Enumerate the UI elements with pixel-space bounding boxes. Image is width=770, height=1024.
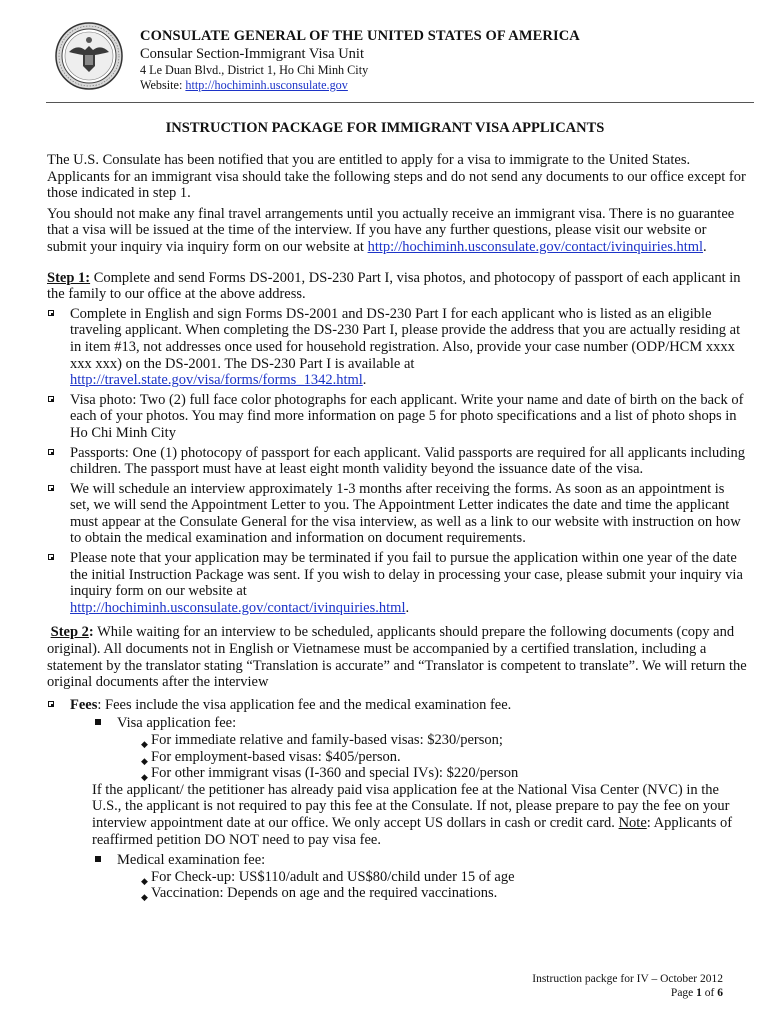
list-item <box>47 732 747 749</box>
visa-fee-item-3: For other immigrant visas (I-360 and special IVs): $220/person <box>151 765 519 782</box>
document-title: INSTRUCTION PACKAGE FOR IMMIGRANT VISA APPLICANTS <box>165 120 605 136</box>
visa-fee-title: Visa application fee: <box>117 715 237 732</box>
checkbox-bullet-icon <box>48 449 54 455</box>
website-label: Website: <box>140 78 186 92</box>
list-item <box>47 869 747 886</box>
visa-fee-item-1: For immediate relative and family-based visas: $230/person; <box>151 732 503 748</box>
list-item <box>47 852 747 869</box>
checkbox-bullet-icon <box>48 701 54 707</box>
list-item <box>47 481 747 547</box>
list-item <box>47 765 747 782</box>
step2-text: While waiting for an interview to be scheduled, applicants should prepare the following documents (copy and original). All documents not in English or Vietnamese must be accompanied by a certified translation, including a statement by the translator stating “Translation is accurate” and “Translator is competent to translate”. We will return the original documents after the interview <box>47 624 747 691</box>
visa-fee-note-text: If the applicant/ the petitioner has already paid visa application fee at the National Visa Center (NVC) in the U.S., the applicant is not required to pay this fee at the Consulate. If not, please prepare to pay the fee on your interview appointment date at our office. We only accept US dollars in cash or credit card. <box>92 781 730 831</box>
step1-text: Complete and send Forms DS-2001, DS-230 Part I, visa photos, and photocopy of passport of each applicant in the family to our office at the above address. <box>47 269 741 303</box>
step1-bullet-2: Visa photo: Two (2) full face color photographs for each applicant. Write your name and date of birth on the back of each of your photos. You may find more information on page 5 for photo specifications and a list of photo shops in Ho Chi Minh City <box>70 391 744 441</box>
step1-paragraph <box>47 270 747 303</box>
diamond-bullet-icon: ◆ <box>141 772 148 783</box>
step1-bullet-5: Please note that your application may be terminated if you fail to pursue the application within one year of the date the initial Instruction Package was sent. If you wish to delay in processing your case, please submit your inquiry via inquiry form on our website at <box>70 550 743 600</box>
diamond-bullet-icon: ◆ <box>141 755 148 766</box>
consulate-title: CONSULATE GENERAL OF THE UNITED STATES OF AMERICA <box>140 28 580 44</box>
fees-label: Fees <box>70 696 98 713</box>
header-divider <box>46 102 754 103</box>
checkbox-bullet-icon <box>48 554 54 560</box>
list-item <box>47 885 747 902</box>
website-line <box>140 78 740 93</box>
page-prefix: Page <box>670 987 697 999</box>
step2-paragraph <box>47 624 747 690</box>
medical-item-2: Vaccination: Depends on age and the required vaccinations. <box>151 885 498 902</box>
page-footer <box>532 972 723 1000</box>
inquiry-link[interactable]: http://hochiminh.usconsulate.gov/contact/ivinquiries.html <box>367 238 704 255</box>
step1-bullet-4: We will schedule an interview approximately 1-3 months after receiving the forms. As soon as an appointment is set, we will send the Appointment Letter to you. The Appointment Letter indicates the date and time the applicant must appear at the Consulate General for the visa interview, as well as a link to our website with instruction on how to obtain the medical examination and information on document requirements. <box>70 480 741 547</box>
page-number <box>532 986 723 1000</box>
page-current: 1 <box>696 987 702 999</box>
diamond-bullet-icon: ◆ <box>141 739 148 749</box>
note-label: Note <box>618 814 647 831</box>
step1-label: Step 1: <box>47 269 91 286</box>
checkbox-bullet-icon <box>48 396 54 402</box>
forms-link[interactable]: http://travel.state.gov/visa/forms/forms_1342.html <box>70 372 363 389</box>
list-item <box>47 392 747 442</box>
checkbox-bullet-icon <box>48 310 54 316</box>
step2-label: Step 2 <box>50 624 89 641</box>
page-total: 6 <box>717 987 723 999</box>
period: . <box>362 372 367 389</box>
list-item <box>47 306 747 389</box>
step1-bullet-3: Passports: One (1) photocopy of passport for each applicant. Valid passports are required for all applicants including children. The passport must have at least eight month validity beyond the issuance date of the visa. <box>70 444 746 478</box>
visa-fee-item-2: For employment-based visas: $405/person. <box>151 748 401 765</box>
step1-bullet-1: Complete in English and sign Forms DS-2001 and DS-230 Part I for each applicant who is listed as an eligible traveling applicant. When completing the DS-230 Part I, please provide the address that you are actually residing at in item #13, not addresses once used for household registration. Also, provide your case number (ODP/HCM xxxx xxx xxx) on the DS-2001. The DS-230 Part I is available at <box>70 305 741 372</box>
diamond-bullet-icon: ◆ <box>141 875 148 886</box>
consulate-subtitle: Consular Section-Immigrant Visa Unit <box>140 46 364 62</box>
page-of: of <box>701 987 718 999</box>
list-item <box>47 697 747 714</box>
consulate-address: 4 Le Duan Blvd., District 1, Ho Chi Minh City <box>140 63 369 77</box>
intro-paragraph-2-text: You should not make any final travel arrangements until you actually receive an immigrant visa. There is no guarantee that a visa will be issued at the time of the interview. If you have any further questions, please visit our website or submit your inquiry via inquiry form on our website at <box>47 205 735 255</box>
list-item <box>47 749 747 766</box>
list-item <box>47 445 747 478</box>
checkbox-bullet-icon <box>48 485 54 491</box>
square-bullet-icon <box>95 856 101 862</box>
inquiry-link-2[interactable]: http://hochiminh.usconsulate.gov/contact/ivinquiries.html <box>70 599 406 616</box>
medical-item-1: For Check-up: US$110/adult and US$80/child under 15 of age <box>151 868 515 885</box>
diamond-bullet-icon: ◆ <box>141 892 148 903</box>
medical-fee-title: Medical examination fee: <box>117 852 266 869</box>
letterhead <box>140 27 740 93</box>
intro-paragraph-1: The U.S. Consulate has been notified that you are entitled to apply for a visa to immigrate to the United States. Applicants for an immigrant visa should take the following steps and do not send any documents to our office except for those indicated in step 1. <box>47 152 746 202</box>
website-link[interactable]: http://hochiminh.usconsulate.gov <box>185 78 348 92</box>
intro-paragraph-2 <box>47 206 747 256</box>
list-item <box>47 715 747 732</box>
footer-doc-label: Instruction packge for IV – October 2012 <box>532 973 723 985</box>
square-bullet-icon <box>95 719 101 725</box>
fees-text: : Fees include the visa application fee and the medical examination fee. <box>97 696 512 713</box>
note-text: : Applicants of reaffirmed petition DO NOT need to pay visa fee. <box>92 814 733 848</box>
visa-fee-note <box>47 782 747 848</box>
list-item <box>47 550 747 616</box>
document-body <box>47 152 747 902</box>
step2-colon: : <box>88 624 94 641</box>
period: . <box>703 238 707 255</box>
period: . <box>405 599 410 616</box>
us-great-seal-icon <box>55 22 123 90</box>
